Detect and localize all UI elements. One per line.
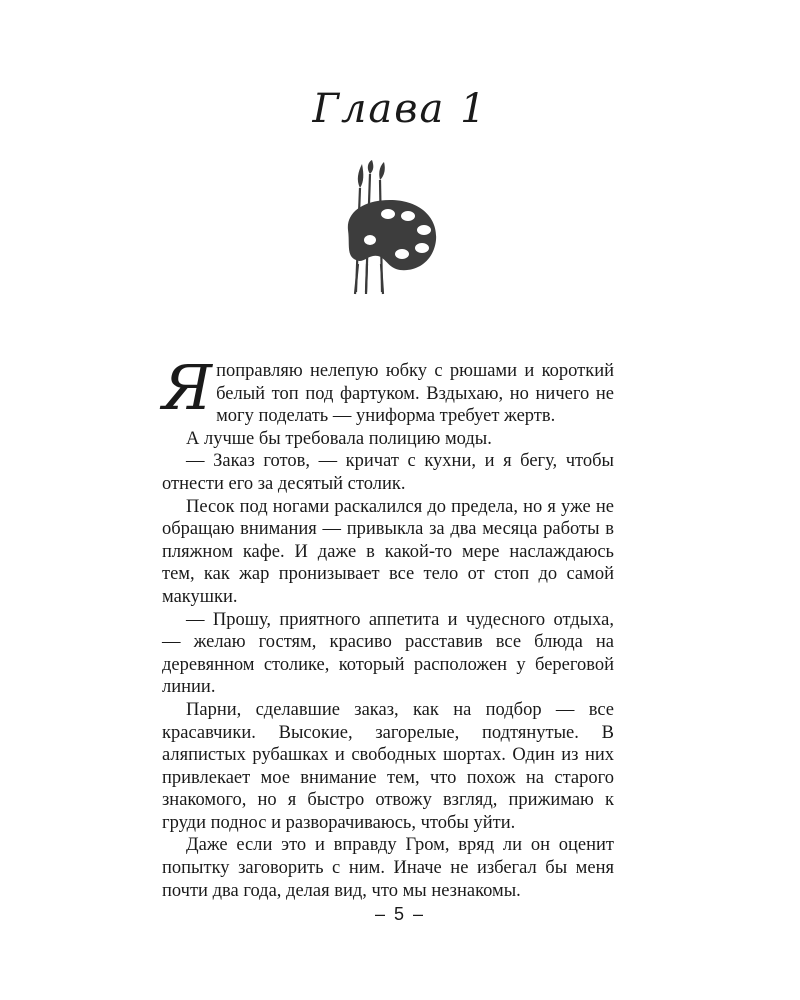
chapter-title: Глава 1	[312, 86, 488, 132]
drop-cap: Я	[162, 351, 213, 424]
paragraph: Парни, сделавшие заказ, как на подбор — все красавчики. Высокие, загорелые, подтянутые. В аляпистых рубашках и свободных шортах. Один из них привлекает мое внимание тем, что похож на старого знакомого, но я быстро отвожу взгляд, прижимаю к груди поднос и разворачиваюсь, чтобы уйти.	[162, 699, 614, 833]
chapter-body	[162, 351, 614, 902]
paragraph: — Прошу, приятного аппетита и чудесного отдыха, — желаю гостям, красиво расставив все блюда на деревянном столике, который расположен у береговой линии.	[162, 609, 614, 698]
paragraph: А лучше бы требовала полицию моды.	[186, 428, 492, 449]
paragraph: Песок под ногами раскалился до предела, но я уже не обращаю внимания — привыкла за два месяца работы в пляжном кафе. И даже в какой-то мере наслаждаюсь тем, как жар пронизывает все тело от стоп до самой макушки.	[162, 496, 614, 607]
paragraph-text: поправляю нелепую юбку с рюшами и короткий белый топ под фартуком. Вздыхаю, но ничего не могу поделать — униформа требует жертв.	[216, 361, 614, 427]
artist-palette-icon	[330, 160, 445, 300]
paragraph	[162, 351, 614, 428]
paragraph: — Заказ готов, — кричат с кухни, и я бегу, чтобы отнести его за десятый столик.	[162, 451, 614, 494]
paragraph: Даже если это и вправду Гром, вряд ли он оценит попытку заговорить с ним. Иначе не избегал бы меня почти два года, делая вид, что мы незнакомы.	[162, 835, 614, 901]
page-number: – 5 –	[374, 904, 426, 924]
